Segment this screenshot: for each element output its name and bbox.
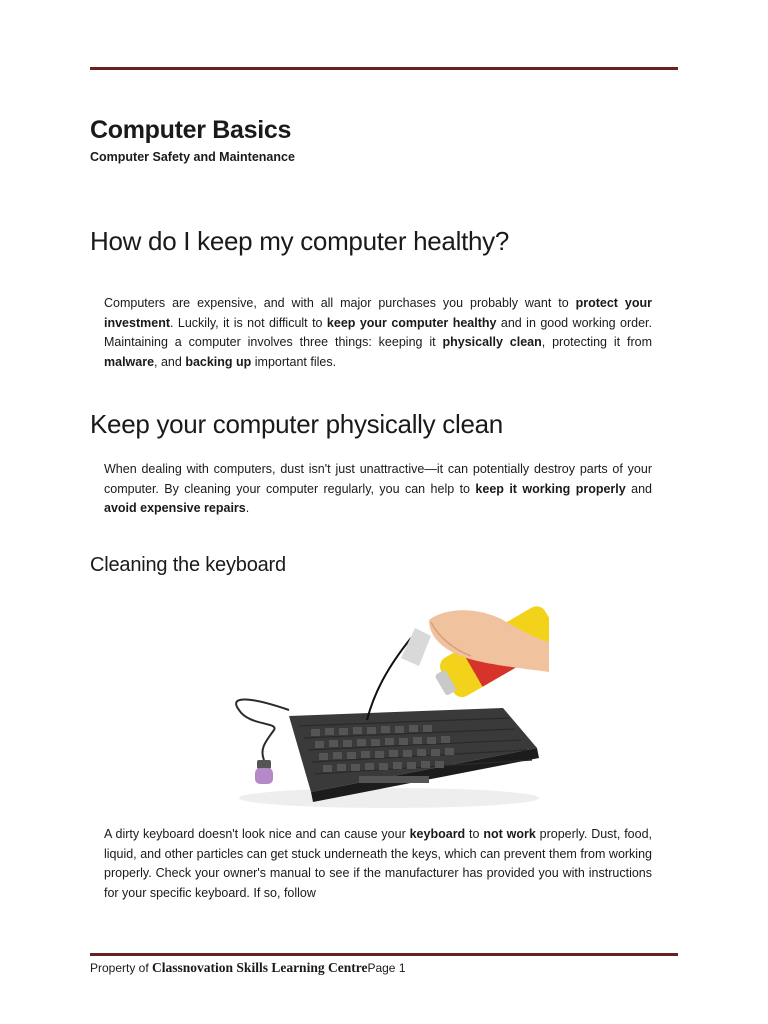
text-run: A dirty keyboard doesn't look nice and can cause your — [104, 827, 410, 841]
footer-rule — [90, 953, 678, 956]
heading-cleaning-keyboard: Cleaning the keyboard — [90, 554, 286, 576]
bold-phrase: malware — [104, 354, 155, 369]
header-rule — [90, 67, 678, 70]
bold-phrase: protect your investment — [104, 296, 652, 330]
paragraph-keep-healthy — [104, 294, 652, 372]
text-run: , protecting it from — [541, 335, 652, 350]
text-run: and in good working order. Maintaining a computer involves three things: keeping it — [104, 315, 653, 350]
footer-organization: Classnovation Skills Learning Centre — [152, 960, 368, 975]
bold-phrase: keep your computer healthy — [326, 315, 497, 330]
paragraph-physically-clean — [104, 460, 652, 519]
footer-page-number: Page 1 — [367, 961, 406, 975]
text-run: . — [245, 501, 250, 516]
footer-prefix: Property of — [90, 961, 153, 975]
page-footer — [90, 960, 406, 976]
text-run: When dealing with computers, dust isn't just unattractive—it can potentially destroy parts of your computer. By cleaning your computer regularly, you can help to — [104, 462, 652, 496]
paragraph-cleaning-keyboard — [104, 825, 652, 903]
text-run: and — [625, 481, 652, 496]
heading-keep-healthy: How do I keep my computer healthy? — [90, 226, 510, 256]
document-title: Computer Basics — [90, 116, 292, 144]
text-run: properly. Dust, food, liquid, and other particles can get stuck underneath the keys, which can prevent them from working properly. Check your owner's manual to see if the manufacturer has provided you with instructions for your specific keyboard. If so, follow — [104, 827, 653, 900]
bold-phrase: physically clean — [442, 335, 542, 350]
bold-phrase: keyboard — [409, 827, 466, 841]
bold-phrase: backing up — [185, 354, 252, 369]
bold-phrase: not work — [483, 827, 536, 841]
text-run: . Luckily, it is not difficult to — [170, 315, 327, 330]
keyboard-cleaning-photo — [219, 598, 549, 823]
text-run: important files. — [251, 354, 337, 369]
bold-phrase: avoid expensive repairs — [104, 501, 246, 516]
document-subtitle: Computer Safety and Maintenance — [90, 150, 295, 164]
heading-physically-clean: Keep your computer physically clean — [90, 409, 503, 439]
text-run: to — [465, 827, 484, 841]
bold-phrase: keep it working properly — [475, 481, 626, 496]
text-run: Computers are expensive, and with all major purchases you probably want to — [104, 296, 576, 310]
text-run: , and — [154, 354, 186, 369]
